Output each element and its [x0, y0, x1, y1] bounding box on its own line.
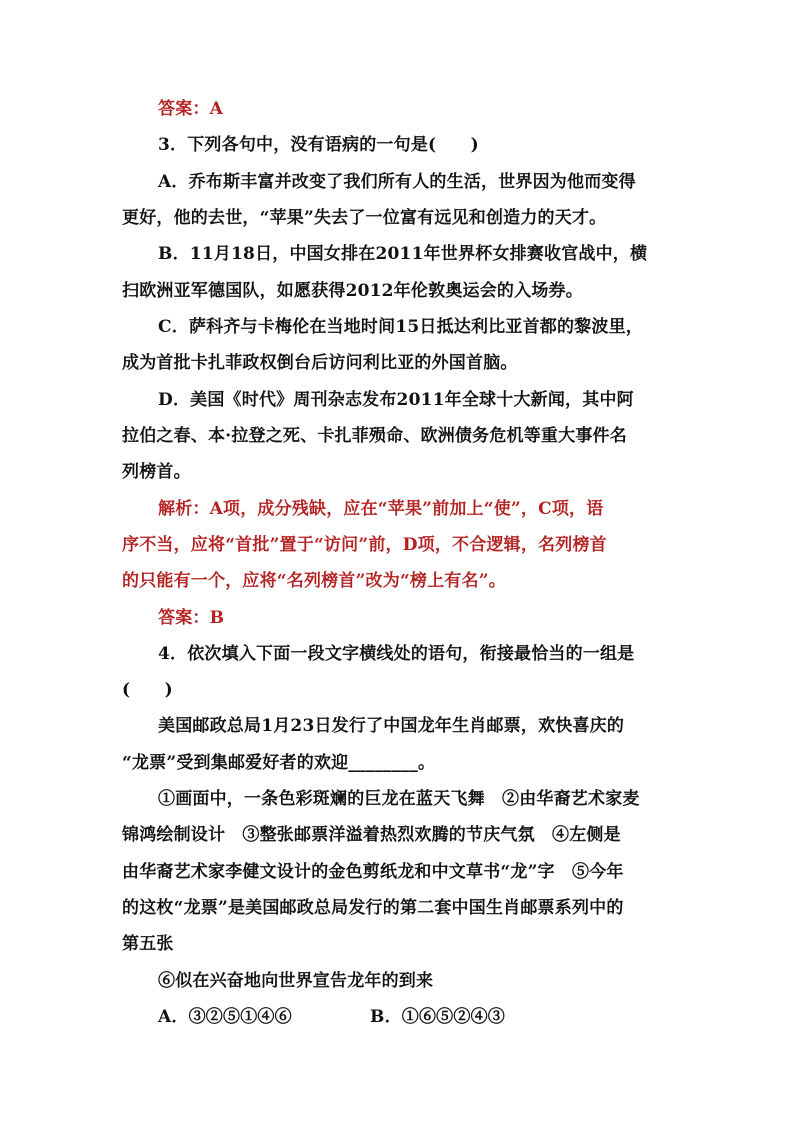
answer-line-2: [158, 606, 678, 630]
question-4-items-line-1: ①画面中，一条色彩斑斓的巨龙在蓝天飞舞 ②由华裔艺术家麦: [158, 789, 640, 809]
question-4-choices-row: [158, 1005, 678, 1029]
question-3-stem: 3．下列各句中，没有语病的一句是( ): [158, 135, 479, 155]
question-3-option-b-line-2: 扫欧洲亚军德国队，如愿获得2012年伦敦奥运会的入场券。: [122, 281, 583, 301]
analysis-line-1: [158, 497, 678, 521]
analysis-line-2: 序不当，应将“首批”置于“访问”前，D项，不合逻辑，名列榜首: [122, 535, 607, 555]
answer-value: B: [209, 608, 225, 628]
question-4-stem-line-1: 4．依次填入下面一段文字横线处的语句，衔接最恰当的一组是: [158, 644, 635, 664]
question-4-items-line-3: 由华裔艺术家李健文设计的金色剪纸龙和中文草书“龙”字 ⑤今年: [122, 862, 624, 882]
answer-label: 答案: [158, 99, 193, 119]
answer-value: A: [209, 99, 223, 119]
question-4-stem-line-2: ( ): [122, 680, 173, 700]
question-4-passage-line-1: 美国邮政总局1月23日发行了中国龙年生肖邮票，欢快喜庆的: [158, 716, 625, 736]
question-3-option-d-line-3: 列榜首。: [122, 462, 191, 482]
question-3-option-d-line-2: 拉伯之春、本·拉登之死、卡扎菲殒命、欧洲债务危机等重大事件名: [122, 426, 627, 446]
question-3-option-a-line-2: 更好，他的去世，“苹果”失去了一位富有远见和创造力的天才。: [122, 208, 607, 228]
question-4-item-6: ⑥似在兴奋地向世界宣告龙年的到来: [158, 971, 434, 991]
analysis-label: 解析: [158, 499, 193, 519]
question-4-items-line-2: 锦鸿绘制设计 ③整张邮票洋溢着热烈欢腾的节庆气氛 ④左侧是: [122, 825, 621, 845]
question-3-option-c-line-2: 成为首批卡扎菲政权倒台后访问利比亚的外国首脑。: [122, 353, 518, 373]
question-4-items-line-5: 第五张: [122, 934, 174, 954]
analysis-text-1: A项，成分残缺，应在“苹果”前加上“使”，C项，语: [209, 499, 604, 519]
question-3-option-a-line-1: A．乔布斯丰富并改变了我们所有人的生活，世界因为他而变得: [158, 172, 636, 192]
answer-line-1: [158, 97, 678, 121]
question-3-option-c-line-1: C．萨科齐与卡梅伦在当地时间15日抵达利比亚首都的黎波里，: [158, 317, 643, 337]
question-4-passage-line-2: “龙票”受到集邮爱好者的欢迎________。: [122, 753, 436, 773]
choice-a: A．③②⑤①④⑥: [158, 1007, 292, 1027]
question-4-items-line-4: 的这枚“龙票”是美国邮政总局发行的第二套中国生肖邮票系列中的: [122, 898, 624, 918]
answer-label: 答案: [158, 608, 193, 628]
answer-separator: ：: [192, 608, 210, 628]
analysis-line-3: 的只能有一个，应将“名列榜首”改为“榜上有名”。: [122, 571, 506, 591]
analysis-separator: ：: [192, 499, 210, 519]
choice-b: B．①⑥⑤②④③: [370, 1007, 505, 1027]
answer-separator: ：: [192, 99, 210, 119]
question-3-option-b-line-1: B．11月18日，中国女排在2011年世界杯女排赛收官战中，横: [158, 244, 648, 264]
question-3-option-d-line-1: D．美国《时代》周刊杂志发布2011年全球十大新闻，其中阿: [158, 390, 634, 410]
